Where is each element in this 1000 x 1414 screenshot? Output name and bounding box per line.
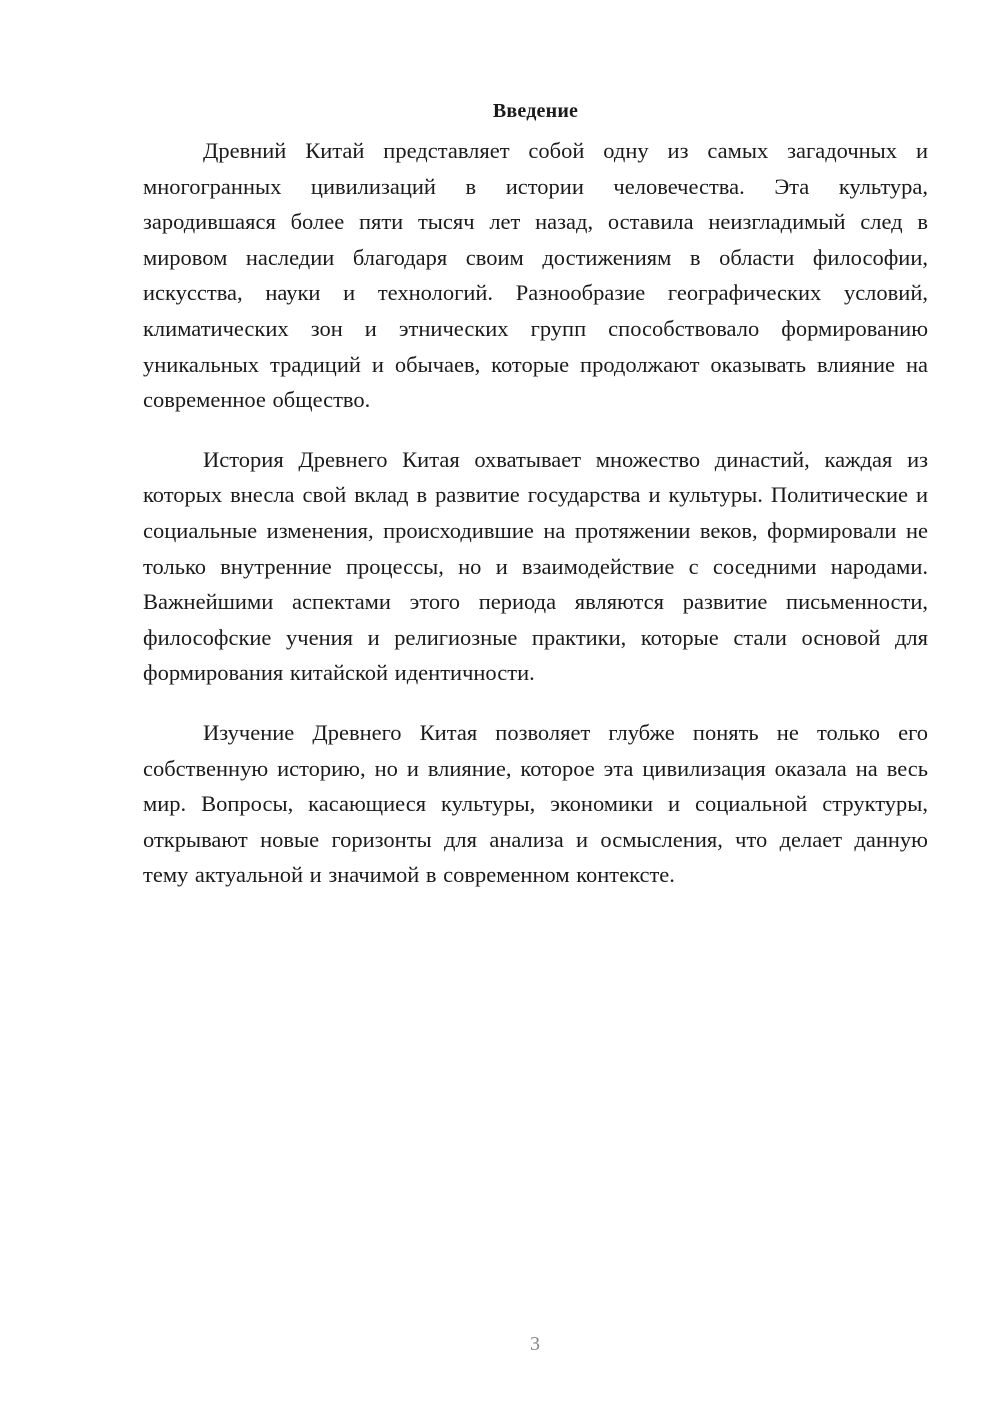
paragraph-1: Древний Китай представляет собой одну из самых загадочных и многогранных цивилизаций в истории человечества. Эта культура, зародившаяся более пяти тысяч лет назад, оставила неизгладимый след в мировом наследии благодаря своим достижениям в области философии, искусства, науки и технологий. Разнообразие географических условий, климатических зон и этнических групп способствовало формированию уникальных традиций и обычаев, которые продолжают оказывать влияние на современное общество. — [143, 138, 928, 413]
paragraph-3: Изучение Древнего Китая позволяет глубже понять не только его собственную историю, но и влияние, которое эта цивилизация оказала на весь мир. Вопросы, касающиеся культуры, экономики и социальной структуры, открывают новые горизонты для анализа и осмысления, что делает данную тему актуальной и значимой в современном контексте. — [143, 719, 928, 888]
page-content — [143, 96, 928, 917]
section-heading: Введение — [492, 100, 579, 122]
page-number: 3 — [530, 1333, 540, 1355]
paragraph-2: История Древнего Китая охватывает множество династий, каждая из которых внесла свой вклад в развитие государства и культуры. Политические и социальные изменения, происходившие на протяжении веков, формировали не только внутренние процессы, но и взаимодействие с соседними народами. Важнейшими аспектами этого периода являются развитие письменности, философские учения и религиозные практики, которые стали основой для формирования китайской идентичности. — [143, 446, 928, 686]
